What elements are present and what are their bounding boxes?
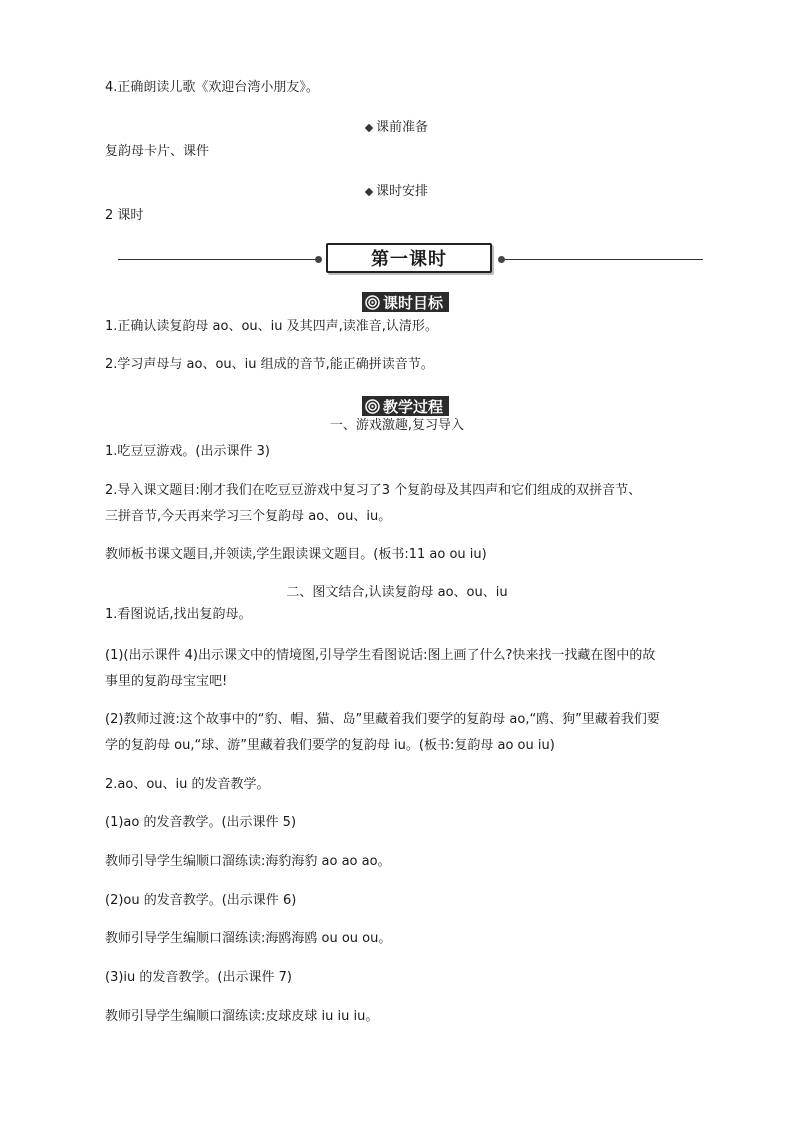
paragraph: 2.ao、ou、iu 的发音教学。 — [105, 777, 270, 792]
paragraph: (1)ao 的发音教学。(出示课件 5) — [105, 815, 297, 830]
paragraph: 教师引导学生编顺口溜练读:皮球皮球 iu iu iu。 — [105, 1009, 379, 1024]
paragraph: (2)ou 的发音教学。(出示课件 6) — [105, 893, 297, 908]
preparation-heading-text: 课前准备 — [375, 120, 428, 135]
paragraph: (3)iu 的发音教学。(出示课件 7) — [105, 970, 292, 985]
section-2-title: 二、图文结合,认读复韵母 ao、ou、iu — [286, 585, 508, 600]
target-icon — [365, 295, 380, 310]
goal-item-1: 1.正确认读复韵母 ao、ou、iu 及其四声,读准音,认清形。 — [105, 319, 438, 334]
paragraph-line: 学的复韵母 ou,“球、游”里藏着我们要学的复韵母 iu。(板书:复韵母 ao ou iu) — [105, 738, 555, 753]
paragraph-line: 2.导入课文题目:刚才我们在吃豆豆游戏中复习了3 个复韵母及其四声和它们组成的双拼音节、 — [105, 483, 642, 498]
section-1-title: 一、游戏激趣,复习导入 — [329, 418, 465, 433]
paragraph-line: (1)(出示课件 4)出示课文中的情境图,引导学生看图说话:图上画了什么?快来找一找藏在图中的故 — [105, 648, 656, 663]
banner-rule-right — [503, 259, 703, 260]
goal-item-2: 2.学习声母与 ao、ou、iu 组成的音节,能正确拼读音节。 — [105, 357, 434, 372]
goals-badge-label: 课时目标 — [383, 293, 444, 312]
paragraph-line: 三拼音节,今天再来学习三个复韵母 ao、ou、iu。 — [105, 509, 392, 524]
goals-badge — [362, 292, 449, 312]
section-heading-schedule — [0, 184, 794, 200]
schedule-text: 2 课时 — [105, 208, 144, 223]
paragraph-line: 事里的复韵母宝宝吧! — [105, 674, 228, 689]
preparation-text: 复韵母卡片、课件 — [105, 144, 210, 159]
schedule-heading-text: 课时安排 — [375, 184, 428, 199]
lesson-title-banner — [326, 243, 492, 273]
banner-dot-left — [315, 256, 322, 263]
paragraph: 1.看图说话,找出复韵母。 — [105, 607, 252, 622]
banner-rule-left — [118, 259, 318, 260]
lesson-title: 第一课时 — [371, 249, 447, 270]
diamond-bullet-icon — [365, 123, 373, 131]
paragraph: 教师引导学生编顺口溜练读:海鸥海鸥 ou ou ou。 — [105, 931, 392, 946]
objective-item-4: 4.正确朗读儿歌《欢迎台湾小朋友》。 — [105, 80, 319, 95]
diamond-bullet-icon — [365, 187, 373, 195]
target-icon — [365, 399, 380, 414]
paragraph: 教师板书课文题目,并领读,学生跟读课文题目。(板书:11 ao ou iu) — [105, 547, 487, 562]
process-badge — [362, 396, 449, 416]
paragraph: 1.吃豆豆游戏。(出示课件 3) — [105, 444, 270, 459]
paragraph-line: (2)教师过渡:这个故事中的“豹、帽、猫、岛”里藏着我们要学的复韵母 ao,“鸥、狗”里藏着我们要 — [105, 712, 660, 727]
banner-dot-right — [498, 256, 505, 263]
section-heading-preparation — [0, 120, 794, 136]
paragraph: 教师引导学生编顺口溜练读:海豹海豹 ao ao ao。 — [105, 854, 391, 869]
process-badge-label: 教学过程 — [383, 397, 444, 416]
